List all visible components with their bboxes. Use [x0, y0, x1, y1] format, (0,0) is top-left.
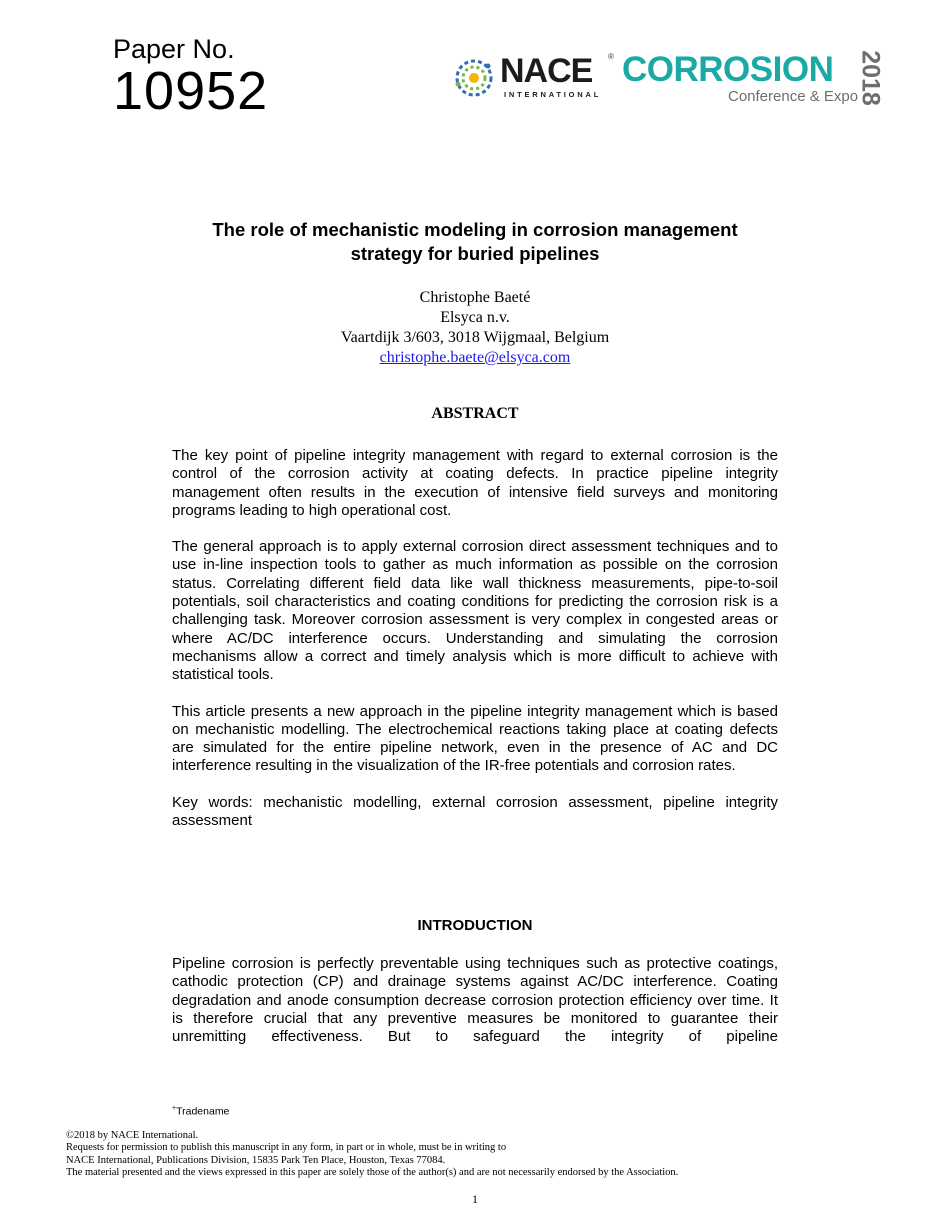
corrosion-wordmark: CORROSION	[622, 50, 834, 89]
copyright-line: Requests for permission to publish this manuscript in any form, in part or in whole, must be in writing to	[66, 1142, 507, 1154]
copyright-line: The material presented and the views expressed in this paper are solely those of the author(s) and are not necessarily endorsed by the Association.	[66, 1166, 679, 1178]
abstract-paragraph: The key point of pipeline integrity management with regard to external corrosion is the control of the corrosion activity at coating defects. In practice pipeline integrity management often results in the execution of intensive field surveys and monitoring programs leading to high operational cost.	[172, 447, 778, 519]
introduction-body	[172, 955, 778, 1046]
copyright-notice	[66, 1130, 866, 1179]
introduction-paragraph: Pipeline corrosion is perfectly preventable using techniques such as protective coatings, cathodic protection (CP) and drainage systems against AC/DC interference. Coating degradation and anode consumption decrease corrosion protection efficiency over time. It is therefore crucial that any preventive measures be monitored to guarantee their unremitting effectiveness. But to safeguard the integrity of pipeline	[172, 955, 778, 1046]
nace-globe-icon	[452, 56, 496, 100]
abstract-heading: ABSTRACT	[431, 405, 519, 422]
author-name: Christophe Baeté	[419, 289, 531, 306]
paper-title	[150, 218, 800, 266]
nace-international-label: INTERNATIONAL	[504, 90, 602, 99]
abstract-body	[172, 447, 778, 848]
paper-label: Paper No.	[113, 34, 235, 64]
copyright-line: NACE International, Publications Division, 15835 Park Ten Place, Houston, Texas 77084.	[66, 1154, 446, 1166]
footnote	[172, 1105, 229, 1118]
conference-year	[850, 52, 890, 104]
paper-title-line-1: The role of mechanistic modeling in corrosion management	[212, 219, 738, 240]
introduction-heading: INTRODUCTION	[417, 917, 533, 934]
keywords-paragraph: Key words: mechanistic modelling, external corrosion assessment, pipeline integrity assessment	[172, 793, 778, 830]
author-affiliation: Elsyca n.v.	[440, 309, 510, 326]
paper-number-block	[113, 34, 269, 121]
paper-title-line-2: strategy for buried pipelines	[350, 243, 600, 264]
conference-year-text: 2018	[856, 50, 885, 106]
footnote-marker: +	[172, 1105, 177, 1112]
page-number: 1	[472, 1192, 478, 1206]
author-block	[200, 288, 750, 368]
conference-expo-label: Conference & Expo	[728, 88, 859, 105]
footnote-text: Tradename	[176, 1105, 230, 1118]
conference-logo	[452, 50, 897, 110]
abstract-paragraph: The general approach is to apply external corrosion direct assessment techniques and to use in-line inspection tools to gather as much information as possible on the corrosion status. Correlating different field data like wall thickness measurements, pipe-to-soil potentials, soil characteristics and coating conditions for predicting the corrosion risk is a challenging task. Moreover corrosion assessment is very complex in congested areas or where AC/DC interference occurs. Understanding and simulating the corrosion mechanisms allow a correct and timely analysis which is more difficult to achieve with statistical tools.	[172, 538, 778, 684]
registered-mark: ®	[608, 52, 614, 61]
author-address: Vaartdijk 3/603, 3018 Wijgmaal, Belgium	[340, 329, 610, 346]
abstract-paragraph: This article presents a new approach in the pipeline integrity management which is based on mechanistic modelling. The electrochemical reactions taking place at coating defects are simulated for the entire pipeline network, even in the presence of AC and DC interference resulting in the visualization of the IR-free potentials and corrosion rates.	[172, 702, 778, 775]
nace-wordmark: NACE	[500, 52, 593, 90]
copyright-line: ©2018 by NACE International.	[66, 1130, 199, 1141]
paper-number: 10952	[113, 61, 269, 121]
author-email-link[interactable]: christophe.baete@elsyca.com	[379, 349, 571, 366]
